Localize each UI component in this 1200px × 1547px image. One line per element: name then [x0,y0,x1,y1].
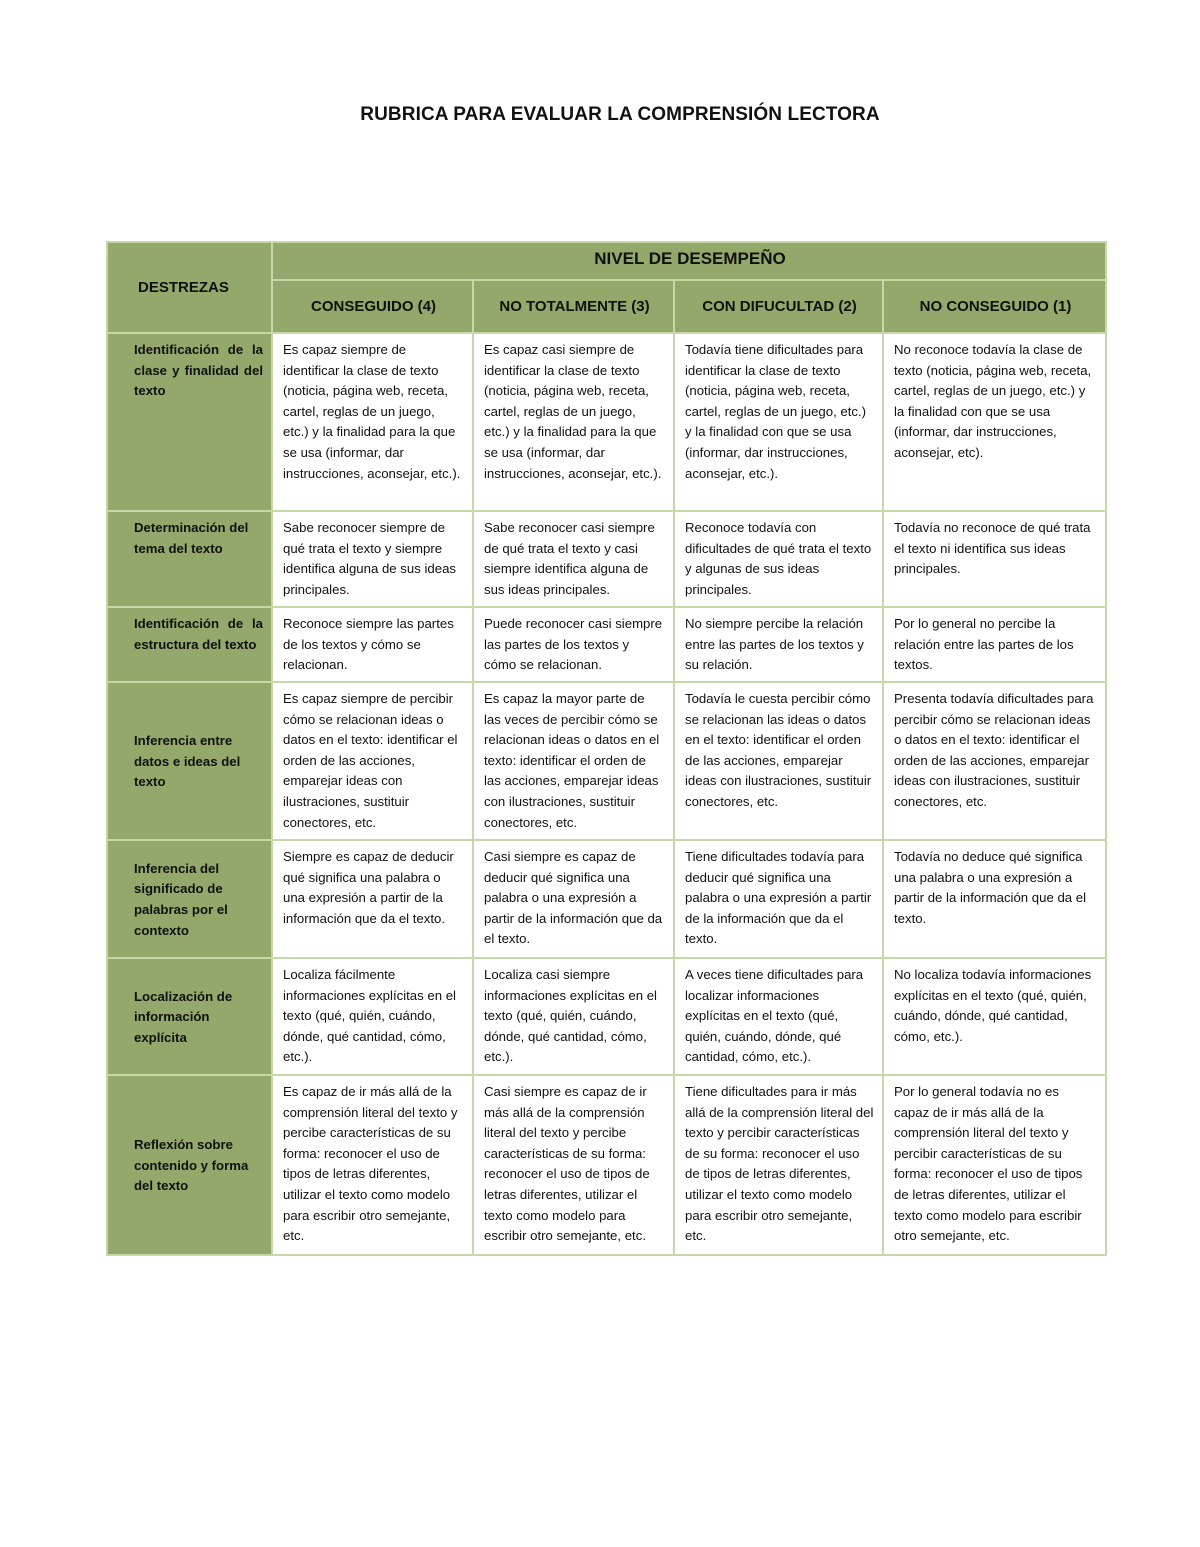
descriptor-cell: Es capaz siempre de percibir cómo se relacionan ideas o datos en el texto: identificar el orden de las acciones, emparejar ideas con ilustraciones, sustituir conectores, etc. [272,682,473,840]
skill-cell: Identificación de la clase y finalidad del texto [107,333,272,511]
descriptor-cell: No siempre percibe la relación entre las partes de los textos y su relación. [674,607,883,682]
descriptor-cell: Todavía le cuesta percibir cómo se relacionan las ideas o datos en el texto: identificar el orden de las acciones, emparejar ideas con ilustraciones, sustituir conectores, etc. [674,682,883,840]
descriptor-cell: Es capaz siempre de identificar la clase de texto (noticia, página web, receta, cartel, reglas de un juego, etc.) y la finalidad para la que se usa (informar, dar instrucciones, aconsejar, etc.). [272,333,473,511]
descriptor-cell: Casi siempre es capaz de deducir qué significa una palabra o una expresión a partir de la información que da el texto. [473,840,674,958]
descriptor-cell: Todavía no reconoce de qué trata el texto ni identifica sus ideas principales. [883,511,1106,607]
descriptor-cell: No localiza todavía informaciones explícitas en el texto (qué, quién, cuándo, dónde, qué cantidad, cómo, etc.). [883,958,1106,1075]
descriptor-cell: Tiene dificultades todavía para deducir qué significa una palabra o una expresión a partir de la información que da el texto. [674,840,883,958]
descriptor-cell: Es capaz la mayor parte de las veces de percibir cómo se relacionan ideas o datos en el texto: identificar el orden de las acciones, emparejar ideas con ilustraciones, sustituir conectores, etc. [473,682,674,840]
descriptor-cell: Es capaz casi siempre de identificar la clase de texto (noticia, página web, receta, cartel, reglas de un juego, etc.) y la finalidad para la que se usa (informar, dar instrucciones, aconsejar, etc.). [473,333,674,511]
level-header-no-conseguido: NO CONSEGUIDO (1) [883,280,1106,333]
table-row [107,607,1106,682]
descriptor-cell: Sabe reconocer casi siempre de qué trata el texto y casi siempre identifica alguna de sus ideas principales. [473,511,674,607]
table-row [107,840,1106,958]
table-row [107,682,1106,840]
descriptor-cell: Es capaz de ir más allá de la comprensión literal del texto y percibe características de su forma: reconocer el uso de tipos de letras diferentes, utilizar el texto como modelo para escribir otro semejante, etc. [272,1075,473,1255]
level-header-conseguido: CONSEGUIDO (4) [272,280,473,333]
descriptor-cell: Por lo general todavía no es capaz de ir más allá de la comprensión literal del texto y percibir características de su forma: reconocer el uso de tipos de letras diferentes, utilizar el texto como modelo para escribir otro semejante, etc. [883,1075,1106,1255]
descriptor-cell: Por lo general no percibe la relación entre las partes de los textos. [883,607,1106,682]
skill-cell: Identificación de la estructura del texto [107,607,272,682]
destrezas-header: DESTREZAS [107,242,272,333]
descriptor-cell: Puede reconocer casi siempre las partes de los textos y cómo se relacionan. [473,607,674,682]
descriptor-cell: A veces tiene dificultades para localizar informaciones explícitas en el texto (qué, quién, cuándo, dónde, qué cantidad, cómo, etc.). [674,958,883,1075]
skill-cell: Reflexión sobre contenido y forma del texto [107,1075,272,1255]
descriptor-cell: Sabe reconocer siempre de qué trata el texto y siempre identifica alguna de sus ideas principales. [272,511,473,607]
page-title: RUBRICA PARA EVALUAR LA COMPRENSIÓN LECTORA [360,104,880,125]
table-row [107,958,1106,1075]
rubric-table [106,241,1107,1256]
descriptor-cell: Presenta todavía dificultades para percibir cómo se relacionan ideas o datos en el texto: identificar el orden de las acciones, emparejar ideas con ilustraciones, sustituir conectores, etc. [883,682,1106,840]
table-row [107,1075,1106,1255]
descriptor-cell: Tiene dificultades para ir más allá de la comprensión literal del texto y percibir características de su forma: reconocer el uso de tipos de letras diferentes, utilizar el texto como modelo para escribir otro semejante, etc. [674,1075,883,1255]
descriptor-cell: Reconoce siempre las partes de los textos y cómo se relacionan. [272,607,473,682]
table-row [107,511,1106,607]
level-header-con-dificultad: CON DIFUCULTAD (2) [674,280,883,333]
descriptor-cell: Siempre es capaz de deducir qué significa una palabra o una expresión a partir de la información que da el texto. [272,840,473,958]
descriptor-cell: Localiza fácilmente informaciones explícitas en el texto (qué, quién, cuándo, dónde, qué cantidad, cómo, etc.). [272,958,473,1075]
nivel-desempeno-header: NIVEL DE DESEMPEÑO [272,242,1106,280]
descriptor-cell: Casi siempre es capaz de ir más allá de la comprensión literal del texto y percibe características de su forma: reconocer el uso de tipos de letras diferentes, utilizar el texto como modelo para escribir otro semejante, etc. [473,1075,674,1255]
descriptor-cell: Reconoce todavía con dificultades de qué trata el texto y algunas de sus ideas principales. [674,511,883,607]
descriptor-cell: Todavía tiene dificultades para identificar la clase de texto (noticia, página web, receta, cartel, reglas de un juego, etc.) y la finalidad con que se usa (informar, dar instrucciones, aconsejar, etc.). [674,333,883,511]
skill-cell: Localización de información explícita [107,958,272,1075]
skill-cell: Determinación del tema del texto [107,511,272,607]
skill-cell: Inferencia del significado de palabras por el contexto [107,840,272,958]
level-header-no-totalmente: NO TOTALMENTE (3) [473,280,674,333]
descriptor-cell: Todavía no deduce qué significa una palabra o una expresión a partir de la información que da el texto. [883,840,1106,958]
skill-cell: Inferencia entre datos e ideas del texto [107,682,272,840]
table-row [107,333,1106,511]
descriptor-cell: Localiza casi siempre informaciones explícitas en el texto (qué, quién, cuándo, dónde, qué cantidad, cómo, etc.). [473,958,674,1075]
descriptor-cell: No reconoce todavía la clase de texto (noticia, página web, receta, cartel, reglas de un juego, etc.) y la finalidad con que se usa (informar, dar instrucciones, aconsejar, etc). [883,333,1106,511]
